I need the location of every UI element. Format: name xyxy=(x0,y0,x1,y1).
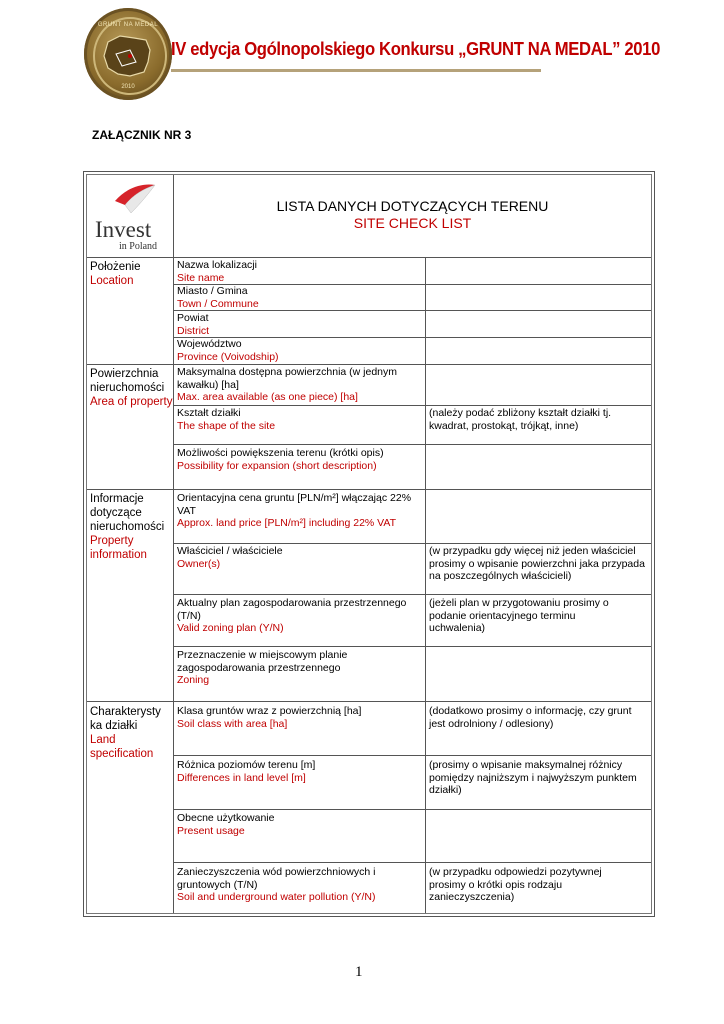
row-max-area xyxy=(177,366,422,404)
section-label-pl: Charakterysty ka działki xyxy=(90,706,161,732)
grid-line xyxy=(173,862,651,863)
row-label-en: Town / Commune xyxy=(177,297,259,310)
row-pollution xyxy=(177,866,422,904)
grid-line xyxy=(173,809,651,810)
flag-swoosh-icon xyxy=(113,183,157,217)
row-expansion xyxy=(177,447,422,472)
row-label-pl: Miasto / Gmina xyxy=(177,285,248,297)
row-zoning xyxy=(177,649,422,687)
grid-line xyxy=(87,364,651,365)
attachment-label: ZAŁĄCZNIK NR 3 xyxy=(92,128,192,142)
grid-line xyxy=(87,701,651,702)
grid-line xyxy=(87,257,651,258)
row-label-pl: Przeznaczenie w miejscowym planie zagospodarowania przestrzennego xyxy=(177,649,348,674)
row-label-en: Possibility for expansion (short description) xyxy=(177,459,377,472)
grid-line xyxy=(425,257,426,913)
section-label-en: Land specification xyxy=(90,734,154,760)
row-label-pl: Właściciel / właściciele xyxy=(177,545,283,557)
table-title-pl: LISTA DANYCH DOTYCZĄCYCH TERENU xyxy=(276,198,549,214)
row-land-price xyxy=(177,492,422,530)
row-label-en: Province (Voivodship) xyxy=(177,350,279,363)
row-label-en: District xyxy=(177,324,210,337)
section-property-info xyxy=(90,492,174,562)
section-label-en: Area of property xyxy=(90,396,173,408)
grid-line xyxy=(173,755,651,756)
row-label-pl: Kształt działki xyxy=(177,407,241,419)
grid-line xyxy=(173,444,651,445)
grid-line xyxy=(87,489,651,490)
row-label-en: Zoning xyxy=(177,674,210,686)
section-label-en: Location xyxy=(90,275,134,287)
row-owners xyxy=(177,545,422,570)
row-label-pl: Orientacyjna cena gruntu [PLN/m²] włączając 22% VAT xyxy=(177,492,412,517)
row-label-en: Differences in land level [m] xyxy=(177,771,306,784)
medal-year: 2010 xyxy=(121,84,135,90)
row-label-pl: Różnica poziomów terenu [m] xyxy=(177,759,316,771)
row-level-difference xyxy=(177,759,422,784)
row-label-en: Soil and underground water pollution (Y/N) xyxy=(177,891,376,903)
row-label-en: The shape of the site xyxy=(177,419,276,432)
row-label-pl: Klasa gruntów wraz z powierzchnią [ha] xyxy=(177,705,362,717)
medal-top-text: GRUNT NA MEDAL xyxy=(97,22,159,28)
row-label-pl: Powiat xyxy=(177,312,209,324)
grid-line xyxy=(173,646,651,647)
row-level-difference-note: (prosimy o wpisanie maksymalnej różnicy pomiędzy najniższym i najwyższym punktem działki) xyxy=(429,759,637,796)
grid-line xyxy=(173,257,174,913)
row-soil-class xyxy=(177,705,422,730)
logo-subtitle: in Poland xyxy=(119,241,158,252)
title-underline xyxy=(171,69,541,72)
poland-map-icon xyxy=(100,32,156,80)
section-label-pl: Informacje dotyczące nieruchomości xyxy=(90,493,165,533)
section-label-pl: Powierzchnia nieruchomości xyxy=(90,368,165,394)
section-location xyxy=(90,260,172,288)
row-owners-note: (w przypadku gdy więcej niż jeden właściciel prosimy o wpisanie powierzchni jaka przypada na poszczególnych właścicieli) xyxy=(429,545,645,582)
row-label-pl: Możliwości powiększenia terenu (krótki opis) xyxy=(177,447,384,459)
row-label-pl: Nazwa lokalizacji xyxy=(177,259,257,271)
row-label-pl: Zanieczyszczenia wód powierzchniowych i gruntowych (T/N) xyxy=(177,866,376,891)
row-label-en: Max. area available (as one piece) [ha] xyxy=(177,391,358,403)
grid-line xyxy=(173,310,651,311)
row-town xyxy=(177,285,422,310)
row-zoning-plan xyxy=(177,597,422,635)
row-pollution-note: (w przypadku odpowiedzi pozytywnej prosimy o krótki opis rodzaju zanieczyszczenia) xyxy=(429,866,602,903)
row-label-en: Owner(s) xyxy=(177,557,221,570)
row-province xyxy=(177,338,422,363)
row-label-en: Present usage xyxy=(177,824,245,837)
row-district xyxy=(177,312,422,337)
page-title: IV edycja Ogólnopolskiego Konkursu „GRUNT NA MEDAL” 2010 xyxy=(171,38,660,59)
grid-line xyxy=(173,594,651,595)
row-label-pl: Obecne użytkowanie xyxy=(177,812,275,824)
invest-in-poland-logo xyxy=(91,183,171,253)
row-label-en: Site name xyxy=(177,271,225,284)
row-label-pl: Aktualny plan zagospodarowania przestrzennego (T/N) xyxy=(177,597,407,622)
row-site-shape xyxy=(177,407,422,432)
table-header xyxy=(87,175,651,257)
page-number: 1 xyxy=(355,964,363,980)
row-soil-class-note: (dodatkowo prosimy o informację, czy grunt jest odrolniony / odlesiony) xyxy=(429,705,632,730)
section-area xyxy=(90,367,174,409)
section-land-spec xyxy=(90,705,172,761)
row-label-pl: Maksymalna dostępna powierzchnia (w jednym kawałku) [ha] xyxy=(177,366,398,391)
row-site-name xyxy=(177,259,422,284)
row-site-shape-note: (należy podać zbliżony kształt działki tj. kwadrat, prostokąt, trójkąt, inne) xyxy=(429,407,612,432)
section-label-pl: Położenie xyxy=(90,261,141,273)
contest-medal-logo xyxy=(84,8,172,100)
row-label-en: Valid zoning plan (Y/N) xyxy=(177,622,284,634)
grid-line xyxy=(173,405,651,406)
section-label-en: Property information xyxy=(90,535,147,561)
grid-line xyxy=(173,543,651,544)
row-present-usage xyxy=(177,812,422,837)
row-label-en: Soil class with area [ha] xyxy=(177,717,288,730)
row-label-en: Approx. land price [PLN/m²] including 22% VAT xyxy=(177,517,397,529)
row-zoning-plan-note: (jeżeli plan w przygotowaniu prosimy o podanie orientacyjnego terminu uchwalenia) xyxy=(429,597,609,634)
table-title-en: SITE CHECK LIST xyxy=(353,215,472,231)
logo-word: Invest xyxy=(95,217,152,242)
row-label-pl: Województwo xyxy=(177,338,242,350)
